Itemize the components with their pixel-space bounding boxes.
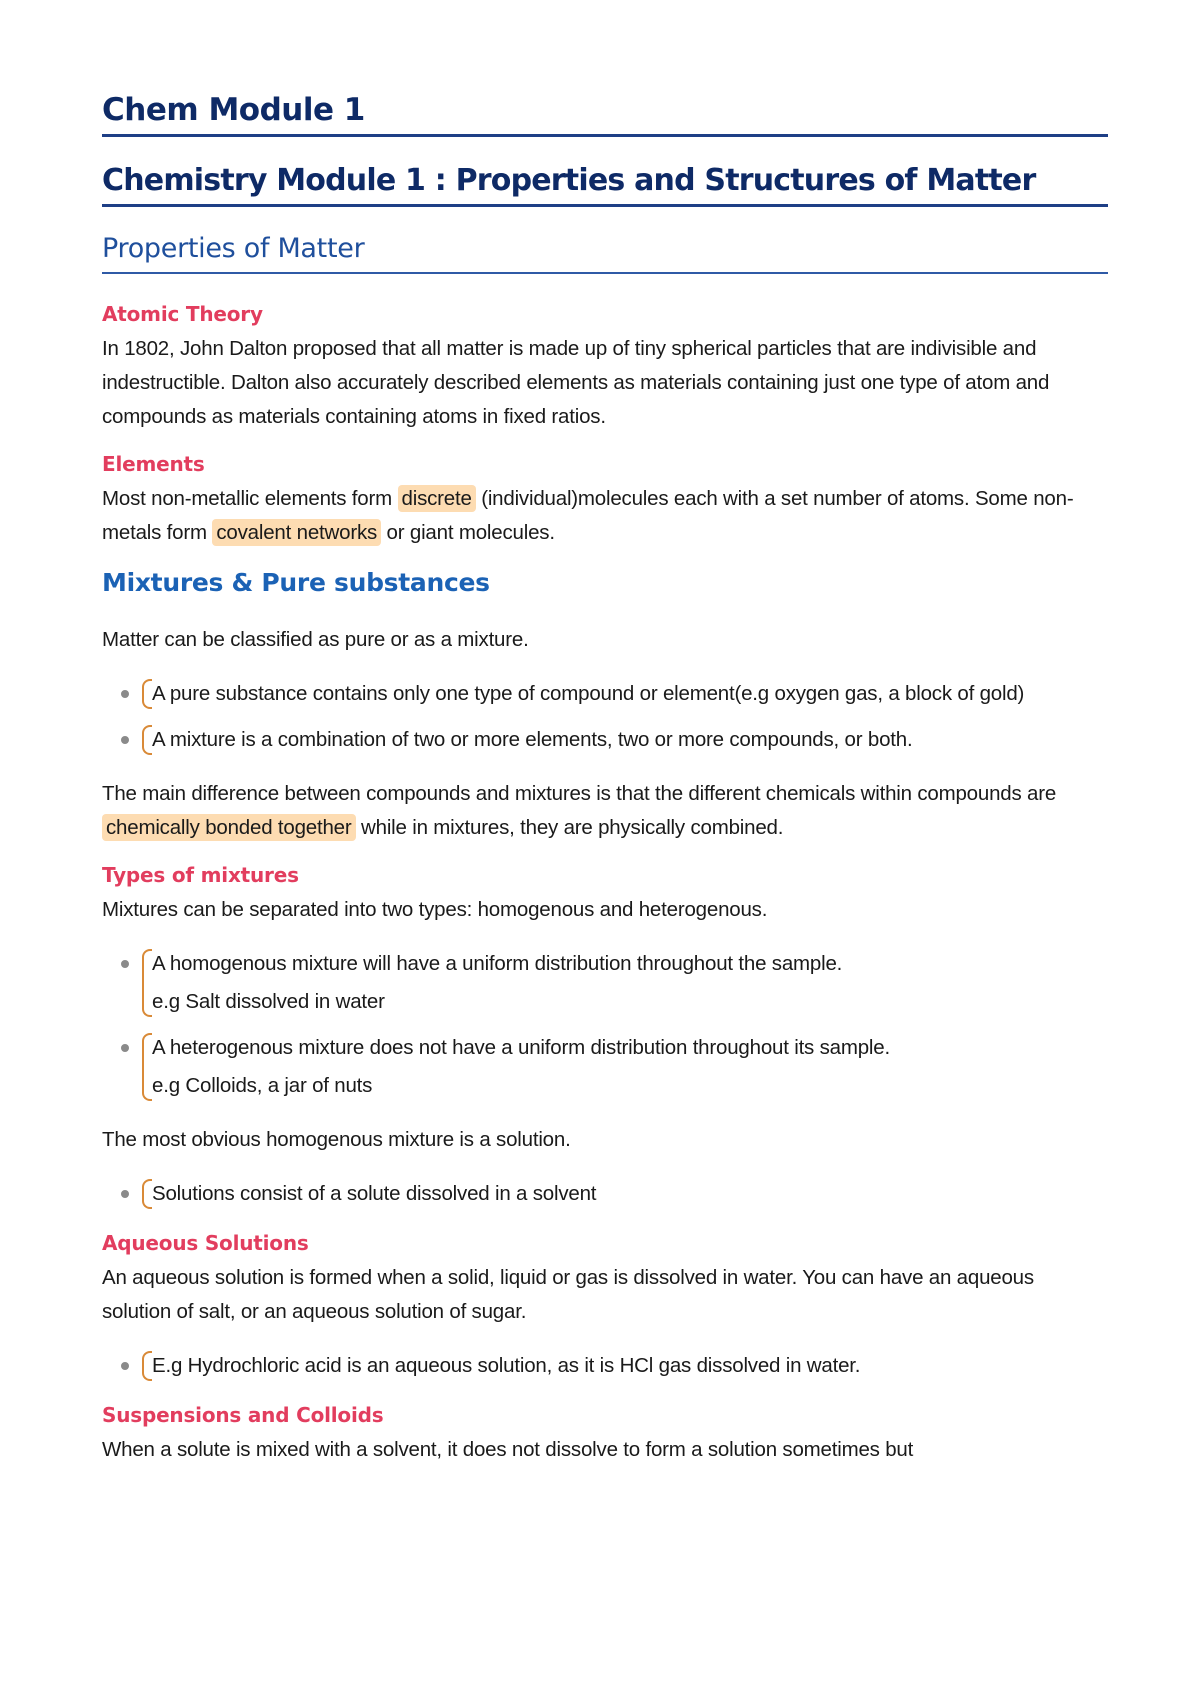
list-item-text: Solutions consist of a solute dissolved in a solvent: [152, 1182, 597, 1205]
paragraph-suspensions: When a solute is mixed with a solvent, it does not dissolve to form a solution sometimes but: [102, 1438, 914, 1461]
list-item: [102, 1347, 1108, 1385]
list-item-text: A mixture is a combination of two or more elements, two or more compounds, or both.: [152, 728, 913, 751]
heading-aqueous-solutions: Aqueous Solutions: [102, 1231, 309, 1255]
list-item-example: e.g Colloids, a jar of nuts: [152, 1074, 373, 1097]
paragraph-difference: [102, 777, 1108, 845]
heading-suspensions-colloids: Suspensions and Colloids: [102, 1403, 384, 1427]
bracket-icon: [142, 1351, 152, 1381]
bullet-icon: [121, 690, 129, 698]
heading-types-of-mixtures: Types of mixtures: [102, 863, 299, 887]
list-item-text: A heterogenous mixture does not have a uniform distribution throughout its sample.: [152, 1036, 890, 1059]
bracket-icon: [142, 949, 152, 1017]
bracket-icon: [142, 1033, 152, 1101]
list-item: [102, 675, 1108, 713]
text-span: The main difference between compounds and mixtures is that the different chemicals within compounds are: [102, 782, 1057, 805]
bullet-icon: [121, 1044, 129, 1052]
paragraph-aqueous: An aqueous solution is formed when a solid, liquid or gas is dissolved in water. You can have an aqueous solution of salt, or an aqueous solution of sugar.: [102, 1266, 1034, 1323]
bullet-list-aqueous: [102, 1347, 1108, 1385]
heading-atomic-theory: Atomic Theory: [102, 302, 263, 326]
paragraph-classified: Matter can be classified as pure or as a mixture.: [102, 628, 529, 651]
bullet-icon: [121, 960, 129, 968]
bracket-icon: [142, 725, 152, 755]
bullet-icon: [121, 1362, 129, 1370]
list-item-text: E.g Hydrochloric acid is an aqueous solution, as it is HCl gas dissolved in water.: [152, 1354, 861, 1377]
highlight-chemically-bonded: chemically bonded together: [102, 814, 356, 841]
text-span: Most non-metallic elements form: [102, 487, 398, 510]
highlight-covalent-networks: covalent networks: [212, 519, 381, 546]
list-item: [102, 1029, 1108, 1105]
document-page: [102, 92, 1108, 1485]
list-item-text: A pure substance contains only one type of compound or element(e.g oxygen gas, a block of gold): [152, 682, 1025, 705]
list-item: [102, 945, 1108, 1021]
paragraph-types: Mixtures can be separated into two types: homogenous and heterogenous.: [102, 898, 768, 921]
document-subtitle: Chemistry Module 1 : Properties and Structures of Matter: [102, 163, 1108, 207]
heading-elements: Elements: [102, 452, 205, 476]
list-item-example: e.g Salt dissolved in water: [152, 990, 385, 1013]
bracket-icon: [142, 1179, 152, 1209]
bullet-list-pure-mixture: [102, 675, 1108, 759]
section-heading-mixtures: Mixtures & Pure substances: [102, 568, 490, 597]
paragraph-atomic-theory: In 1802, John Dalton proposed that all matter is made up of tiny spherical particles that are indivisible and indestructible. Dalton also accurately described elements as materials containing just one type of atom and compounds as materials containing atoms in fixed ratios.: [102, 337, 1050, 428]
text-span: (individual)molecules each with a set number of atoms. Some non-metals form: [102, 487, 1074, 544]
text-span: or giant molecules.: [381, 521, 555, 544]
text-span: while in mixtures, they are physically combined.: [355, 816, 784, 839]
page-title: Chem Module 1: [102, 92, 1108, 137]
bullet-list-solutions: [102, 1175, 1108, 1213]
list-item: [102, 1175, 1108, 1213]
section-heading-properties: Properties of Matter: [102, 233, 1108, 274]
list-item: [102, 721, 1108, 759]
highlight-discrete: discrete: [398, 485, 476, 512]
paragraph-solution: The most obvious homogenous mixture is a solution.: [102, 1128, 571, 1151]
list-item-text: A homogenous mixture will have a uniform distribution throughout the sample.: [152, 952, 843, 975]
bullet-list-mixture-types: [102, 945, 1108, 1105]
bullet-icon: [121, 1190, 129, 1198]
paragraph-elements: [102, 482, 1108, 550]
bracket-icon: [142, 679, 152, 709]
bullet-icon: [121, 736, 129, 744]
